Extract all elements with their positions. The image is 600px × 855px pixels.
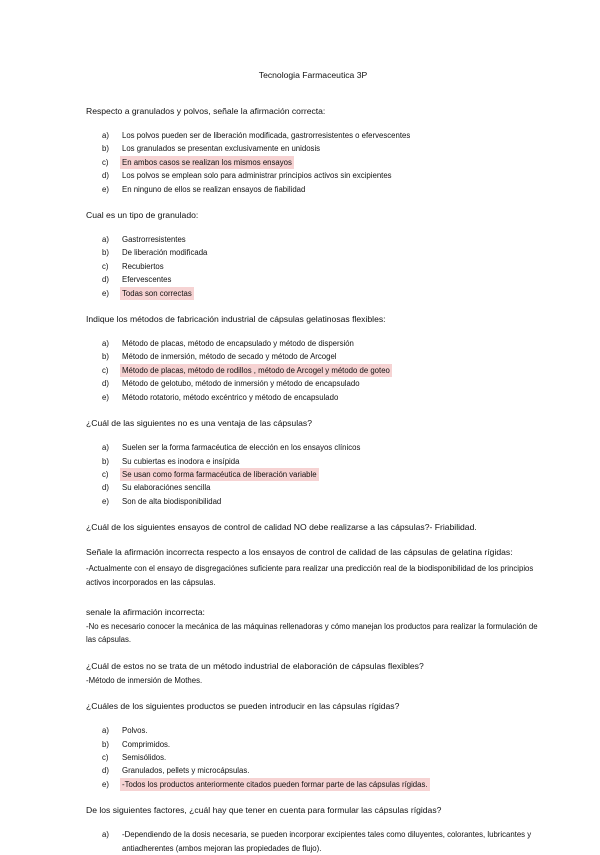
- option-text: Método de placas, método de encapsulado y método de dispersión: [122, 339, 354, 349]
- options-list: [86, 337, 540, 404]
- question-7: [86, 605, 540, 647]
- question-2: [86, 208, 540, 300]
- answer-text: -Método de inmersión de Mothes.: [86, 675, 203, 685]
- option-item: [86, 287, 540, 300]
- question-10: [86, 803, 540, 855]
- option-text: En ninguno de ellos se realizan ensayos de fiabilidad: [122, 184, 306, 194]
- option-marker: e): [102, 184, 109, 194]
- option-item: [86, 751, 540, 764]
- option-text: Método de inmersión, método de secado y método de Arcogel: [122, 352, 337, 362]
- option-item: [86, 129, 540, 142]
- option-marker: e): [102, 496, 109, 506]
- option-item: [86, 828, 540, 855]
- option-marker: d): [102, 171, 109, 181]
- question-text: Señale la afirmación incorrecta respecto a los ensayos de control de calidad de las cápsulas de gelatina rígidas:: [86, 547, 513, 558]
- highlighted-answer: Se usan como forma farmacéutica de liberación variable: [120, 468, 319, 481]
- highlighted-answer: Todas son correctas: [120, 287, 194, 300]
- question-text: De los siguientes factores, ¿cuál hay que tener en cuenta para formular las cápsulas rígidas?: [86, 805, 442, 816]
- options-list: [86, 724, 540, 791]
- option-marker: e): [102, 392, 109, 402]
- option-item: [86, 481, 540, 494]
- option-item: [86, 468, 540, 481]
- option-item: [86, 260, 540, 273]
- highlighted-answer: En ambos casos se realizan los mismos ensayos: [120, 156, 294, 169]
- option-text: Los polvos pueden ser de liberación modificada, gastrorresistentes o efervescentes: [122, 131, 411, 140]
- option-marker: a): [102, 830, 109, 840]
- option-marker: e): [102, 779, 109, 789]
- option-marker: a): [102, 443, 109, 453]
- option-item: [86, 377, 540, 390]
- document-title: Tecnologia Farmaceutica 3P: [258, 70, 368, 80]
- option-marker: a): [102, 131, 109, 140]
- option-text: Suelen ser la forma farmacéutica de elección en los ensayos clínicos: [122, 443, 361, 453]
- question-text: senale la afirmación incorrecta:: [86, 606, 205, 617]
- option-marker: a): [102, 726, 109, 736]
- option-marker: d): [102, 483, 109, 493]
- option-item: [86, 350, 540, 363]
- option-item: [86, 233, 540, 246]
- option-marker: b): [102, 739, 109, 749]
- option-text: Polvos.: [122, 726, 148, 736]
- question-5: ¿Cuál de los siguientes ensayos de control de calidad NO debe realizarse a las cápsulas?- Friabilidad.: [86, 522, 477, 533]
- question-text: Indique los métodos de fabricación industrial de cápsulas gelatinosas flexibles:: [86, 314, 386, 325]
- question-text: Cual es un tipo de granulado:: [86, 210, 199, 221]
- option-item: [86, 364, 540, 377]
- question-text: ¿Cuál de estos no se trata de un método industrial de elaboración de cápsulas flexibles?: [86, 660, 424, 671]
- option-text: Semisólidos.: [122, 752, 167, 762]
- question-9: [86, 699, 540, 791]
- options-list: [86, 828, 540, 855]
- option-marker: d): [102, 766, 109, 776]
- option-marker: c): [102, 157, 109, 167]
- option-text: -Dependiendo de la dosis necesaria, se pueden incorporar excipientes tales como diluyentes, colorantes, lubricantes y antiadherentes (ambos mejoran las propiedades de flujo).: [122, 830, 532, 853]
- option-marker: d): [102, 275, 109, 285]
- option-item: [86, 142, 540, 155]
- highlighted-answer: -Todos los productos anteriormente citados pueden formar parte de las cápsulas rígidas.: [120, 778, 430, 791]
- question-4: [86, 416, 540, 508]
- option-text: Son de alta biodisponibilidad: [122, 496, 222, 506]
- question-1: [86, 104, 540, 196]
- option-text: Método de gelotubo, método de inmersión y método de encapsulado: [122, 379, 360, 389]
- option-marker: a): [102, 339, 109, 349]
- option-item: [86, 337, 540, 350]
- option-text: Su elaboraciónes sencilla: [122, 483, 211, 493]
- answer-text: -No es necesario conocer la mecánica de las máquinas rellenadoras y cómo manejan los productos para realizar la formulación de las cápsulas.: [86, 621, 538, 645]
- option-marker: e): [102, 288, 109, 298]
- option-marker: b): [102, 248, 109, 258]
- option-text: Los granulados se presentan exclusivamente en unidosis: [122, 144, 321, 154]
- option-item: [86, 495, 540, 508]
- option-marker: b): [102, 352, 109, 362]
- option-item: [86, 391, 540, 404]
- option-marker: c): [102, 469, 109, 479]
- answer-text: -Actualmente con el ensayo de disgregaciónes suficiente para realizar una predicción real de la biodisponibilidad de los principios activos incorporados en las cápsulas.: [86, 564, 534, 587]
- option-marker: c): [102, 261, 109, 271]
- question-text: Respecto a granulados y polvos, señale la afirmación correcta:: [86, 106, 326, 116]
- question-text: ¿Cuáles de los siguientes productos se pueden introducir en las cápsulas rígidas?: [86, 701, 400, 712]
- option-item: [86, 441, 540, 454]
- option-text: Recubiertos: [122, 261, 164, 271]
- option-marker: c): [102, 752, 109, 762]
- option-text: Gastrorresistentes: [122, 235, 186, 245]
- options-list: [86, 441, 540, 508]
- option-item: [86, 724, 540, 737]
- option-text: Los polvos se emplean solo para administrar principios activos sin excipientes: [122, 171, 392, 181]
- options-list: [86, 129, 540, 196]
- option-text: Efervescentes: [122, 275, 172, 285]
- option-text: Método rotatorio, método excéntrico y método de encapsulado: [122, 392, 339, 402]
- option-text: Comprimidos.: [122, 739, 171, 749]
- question-text: ¿Cuál de las siguientes no es una ventaja de las cápsulas?: [86, 418, 312, 429]
- option-marker: c): [102, 365, 109, 375]
- option-marker: b): [102, 456, 109, 466]
- option-marker: d): [102, 379, 109, 389]
- question-8: [86, 659, 540, 687]
- option-text: De liberación modificada: [122, 248, 208, 258]
- question-3: [86, 312, 540, 404]
- option-marker: b): [102, 144, 109, 154]
- option-item: [86, 273, 540, 286]
- option-marker: a): [102, 235, 109, 245]
- option-item: [86, 778, 540, 791]
- highlighted-answer: Método de placas, método de rodillos , método de Arcogel y método de goteo: [120, 364, 392, 377]
- option-item: [86, 183, 540, 196]
- option-item: [86, 169, 540, 182]
- option-item: [86, 764, 540, 777]
- option-item: [86, 738, 540, 751]
- question-6: [86, 545, 540, 589]
- options-list: [86, 233, 540, 300]
- option-item: [86, 455, 540, 468]
- option-text: Granulados, pellets y microcápsulas.: [122, 766, 250, 776]
- option-text: Su cubiertas es inodora e insípida: [122, 456, 240, 466]
- option-item: [86, 246, 540, 259]
- option-item: [86, 156, 540, 169]
